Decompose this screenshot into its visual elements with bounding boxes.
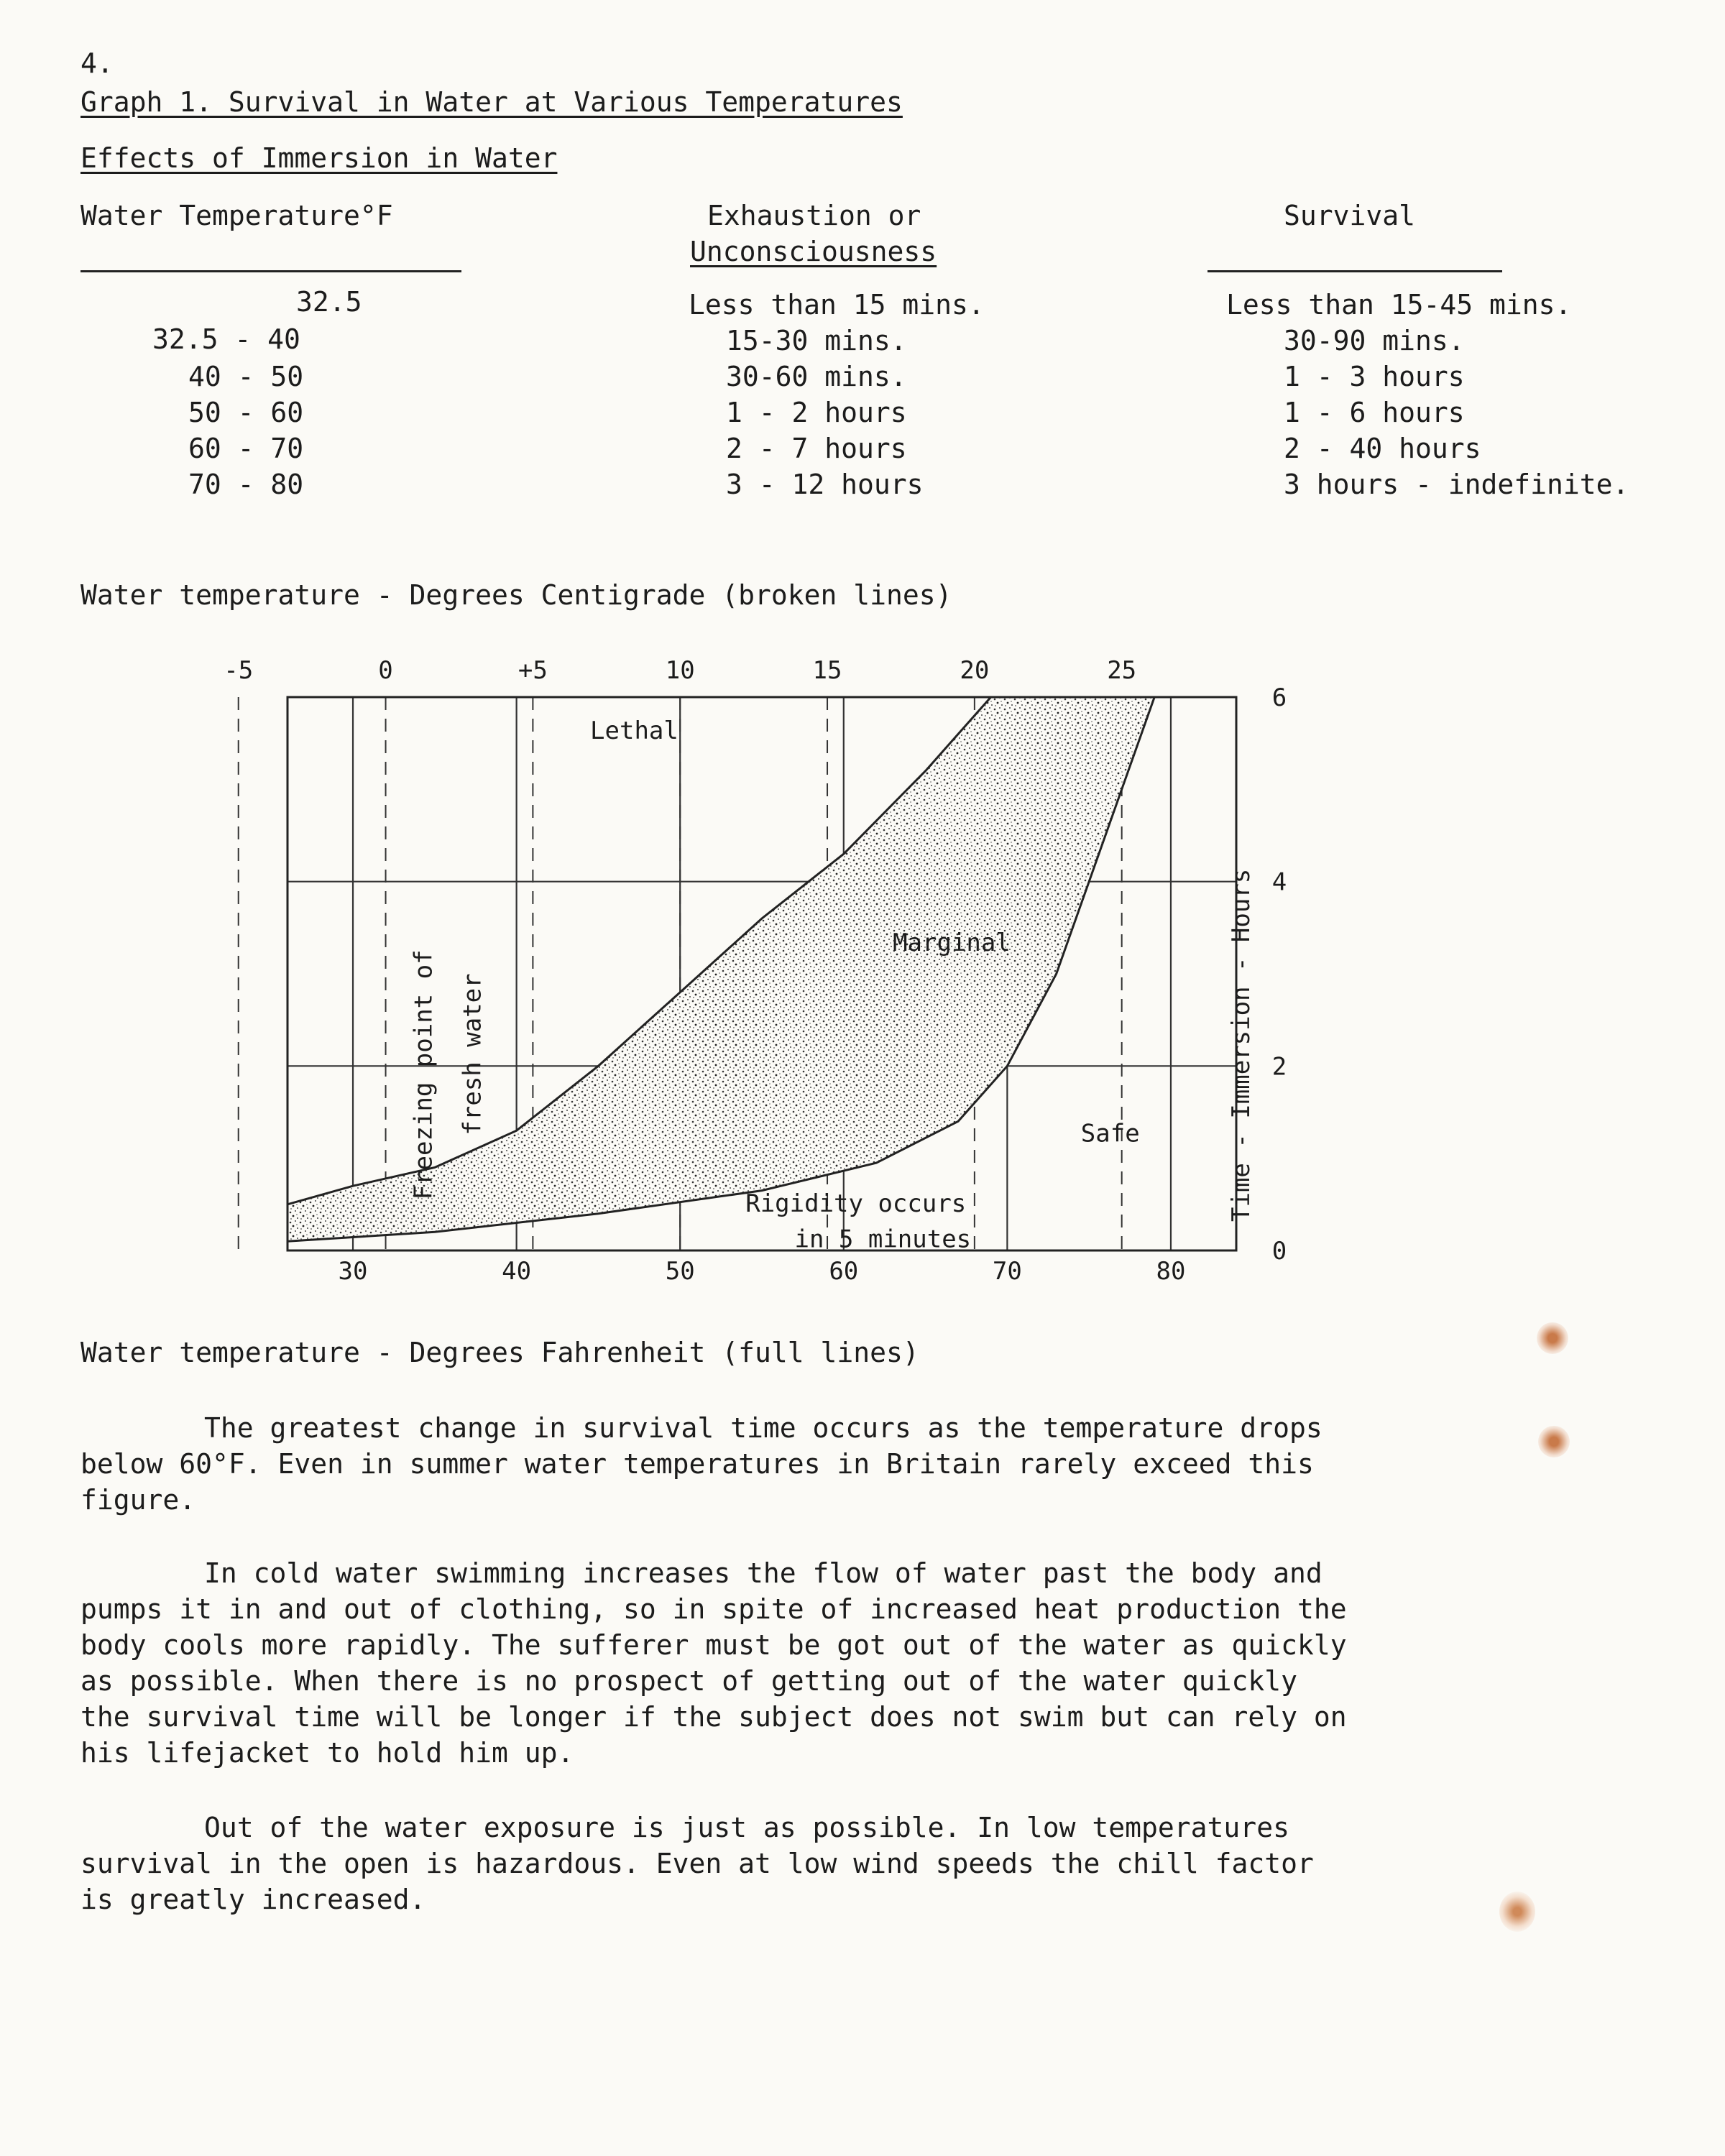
celsius-tick-label: 15 <box>812 656 842 685</box>
header-survival: Survival <box>1284 200 1416 231</box>
stain-mark <box>1538 1426 1570 1457</box>
rigidity-label-1: Rigidity occurs <box>745 1189 967 1219</box>
cell-exhaustion: 30-60 mins. <box>726 361 907 392</box>
cell-survival: 1 - 3 hours <box>1284 361 1465 392</box>
hour-tick-label: 6 <box>1271 683 1287 712</box>
header-unconsciousness: Unconsciousness <box>690 236 937 267</box>
paragraph-2: In cold water swimming increases the flow of water past the body and pumps it in and out of clothing, so in spite of increased heat production the body cools more rapidly. The sufferer must be got out of the water as quickly as possible. When there is no prospect of getting out of the water quickly the survival time will be longer if the subject does not swim but can rely on his lifejacket to hold him up. <box>80 1557 1347 1769</box>
cell-survival: 2 - 40 hours <box>1284 433 1481 464</box>
cell-survival: Less than 15-45 mins. <box>1226 289 1572 321</box>
celsius-tick-label: +5 <box>518 656 548 685</box>
cell-temp: 60 - 70 <box>188 433 304 464</box>
fahrenheit-axis-title: Water temperature - Degrees Fahrenheit (full lines) <box>80 1337 919 1368</box>
safe-label: Safe <box>1080 1119 1140 1148</box>
survival-chart <box>224 647 1351 1286</box>
header-rule-right <box>1208 270 1502 272</box>
cell-temp: 40 - 50 <box>188 361 304 392</box>
lethal-label: Lethal <box>590 716 678 745</box>
fahrenheit-tick-label: 60 <box>829 1257 859 1286</box>
fahrenheit-tick-label: 30 <box>338 1257 368 1286</box>
hour-tick-label: 0 <box>1271 1237 1287 1266</box>
cell-temp: 32.5 <box>296 286 362 318</box>
fahrenheit-tick-label: 50 <box>665 1257 695 1286</box>
paragraph-3: Out of the water exposure is just as possible. In low temperatures survival in the open is hazardous. Even at low wind speeds the chill factor is greatly increased. <box>80 1812 1314 1915</box>
paragraph-1: The greatest change in survival time occurs as the temperature drops below 60°F. Even in summer water temperatures in Britain rarely exceed this figure. <box>80 1412 1322 1516</box>
celsius-tick-label: -5 <box>224 656 254 685</box>
hour-tick-label: 2 <box>1271 1052 1287 1082</box>
celsius-tick-label: 20 <box>960 656 990 685</box>
header-exhaustion: Exhaustion or <box>707 200 921 231</box>
marginal-label: Marginal <box>893 928 1011 957</box>
hour-tick-label: 4 <box>1271 867 1287 897</box>
celsius-tick-label: 10 <box>665 656 695 685</box>
fahrenheit-tick-label: 70 <box>992 1257 1022 1286</box>
stain-mark <box>1499 1892 1535 1932</box>
header-rule-left <box>80 270 461 272</box>
table-title: Effects of Immersion in Water <box>80 142 558 174</box>
cell-temp: 32.5 - 40 <box>152 323 300 355</box>
hours-axis-title: Time - Immersion - Hours <box>1227 868 1256 1222</box>
freezing-label-2: fresh water <box>458 973 487 1135</box>
cell-exhaustion: 2 - 7 hours <box>726 433 907 464</box>
rigidity-label-2: in 5 minutes <box>794 1225 972 1254</box>
header-water-temperature: Water Temperature°F <box>80 200 393 231</box>
page-number: 4. <box>80 47 114 79</box>
cell-survival: 3 hours - indefinite. <box>1284 469 1629 500</box>
celsius-tick-label: 25 <box>1107 656 1137 685</box>
cell-exhaustion: Less than 15 mins. <box>689 289 985 321</box>
cell-survival: 30-90 mins. <box>1284 325 1465 356</box>
freezing-label-1: Freezing point of <box>409 949 438 1200</box>
cell-exhaustion: 15-30 mins. <box>726 325 907 356</box>
cell-temp: 70 - 80 <box>188 469 304 500</box>
cell-exhaustion: 1 - 2 hours <box>726 397 907 428</box>
celsius-axis-title: Water temperature - Degrees Centigrade (broken lines) <box>80 579 952 611</box>
cell-exhaustion: 3 - 12 hours <box>726 469 924 500</box>
fahrenheit-tick-label: 80 <box>1156 1257 1186 1286</box>
fahrenheit-tick-label: 40 <box>502 1257 532 1286</box>
graph-title: Graph 1. Survival in Water at Various Temperatures <box>80 86 903 118</box>
celsius-tick-label: 0 <box>378 656 393 685</box>
cell-survival: 1 - 6 hours <box>1284 397 1465 428</box>
stain-mark <box>1537 1322 1568 1354</box>
cell-temp: 50 - 60 <box>188 397 304 428</box>
